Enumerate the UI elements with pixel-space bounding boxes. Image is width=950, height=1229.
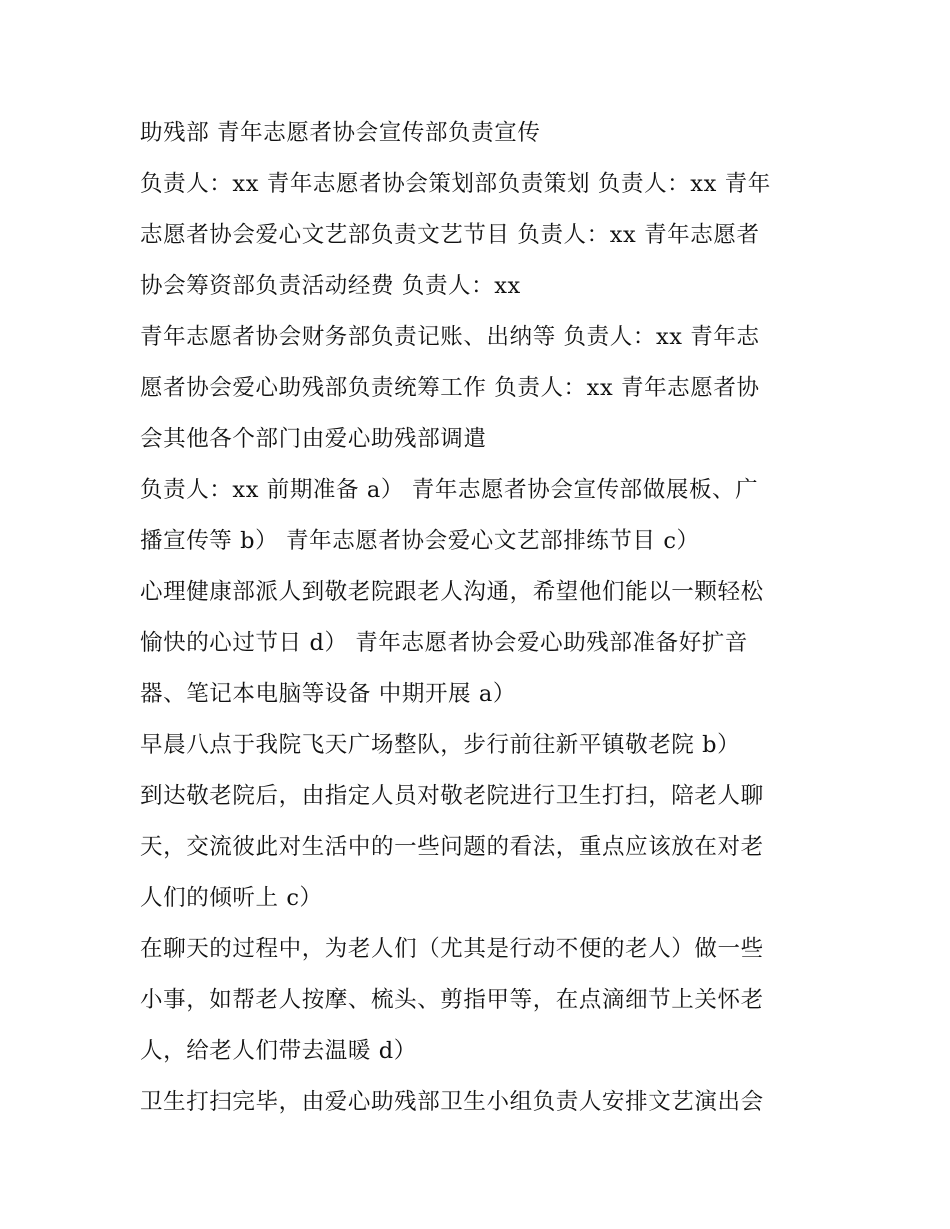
text-line: 人，给老人们带去温暖 d） [140,1038,417,1064]
text-line: 会其他各个部门由爱心助残部调遣 [140,426,487,452]
text-line: 天，交流彼此对生活中的一些问题的看法，重点应该放在对老 [140,834,764,860]
document-body [140,108,820,1128]
text-line: 协会筹资部负责活动经费 负责人：xx [140,273,521,299]
text-line: 卫生打扫完毕，由爱心助残部卫生小组负责人安排文艺演出会 [140,1089,764,1115]
text-line: 青年志愿者协会财务部负责记账、出纳等 负责人：xx 青年志 [140,324,760,350]
text-line: 心理健康部派人到敬老院跟老人沟通，希望他们能以一颗轻松 [140,579,764,605]
text-line: 志愿者协会爱心文艺部负责文艺节目 负责人：xx 青年志愿者 [140,222,760,248]
text-line: 愿者协会爱心助残部负责统筹工作 负责人：xx 青年志愿者协 [140,375,760,401]
text-line: 愉快的心过节日 d） 青年志愿者协会爱心助残部准备好扩音 [140,630,749,656]
text-line: 负责人：xx 青年志愿者协会策划部负责策划 负责人：xx 青年 [140,171,771,197]
text-line: 到达敬老院后，由指定人员对敬老院进行卫生打扫，陪老人聊 [140,783,764,809]
text-line: 人们的倾听上 c） [140,885,323,911]
text-line: 在聊天的过程中，为老人们（尤其是行动不便的老人）做一些 [140,936,764,962]
text-line: 播宣传等 b） 青年志愿者协会爱心文艺部排练节目 c） [140,528,700,554]
text-line: 负责人：xx 前期准备 a） 青年志愿者协会宣传部做展板、广 [140,477,759,503]
text-line: 助残部 青年志愿者协会宣传部负责宣传 [140,120,541,146]
text-line: 器、笔记本电脑等设备 中期开展 a） [140,681,517,707]
text-line: 早晨八点于我院飞天广场整队，步行前往新平镇敬老院 b） [140,732,741,758]
text-line: 小事，如帮老人按摩、梳头、剪指甲等，在点滴细节上关怀老 [140,987,764,1013]
